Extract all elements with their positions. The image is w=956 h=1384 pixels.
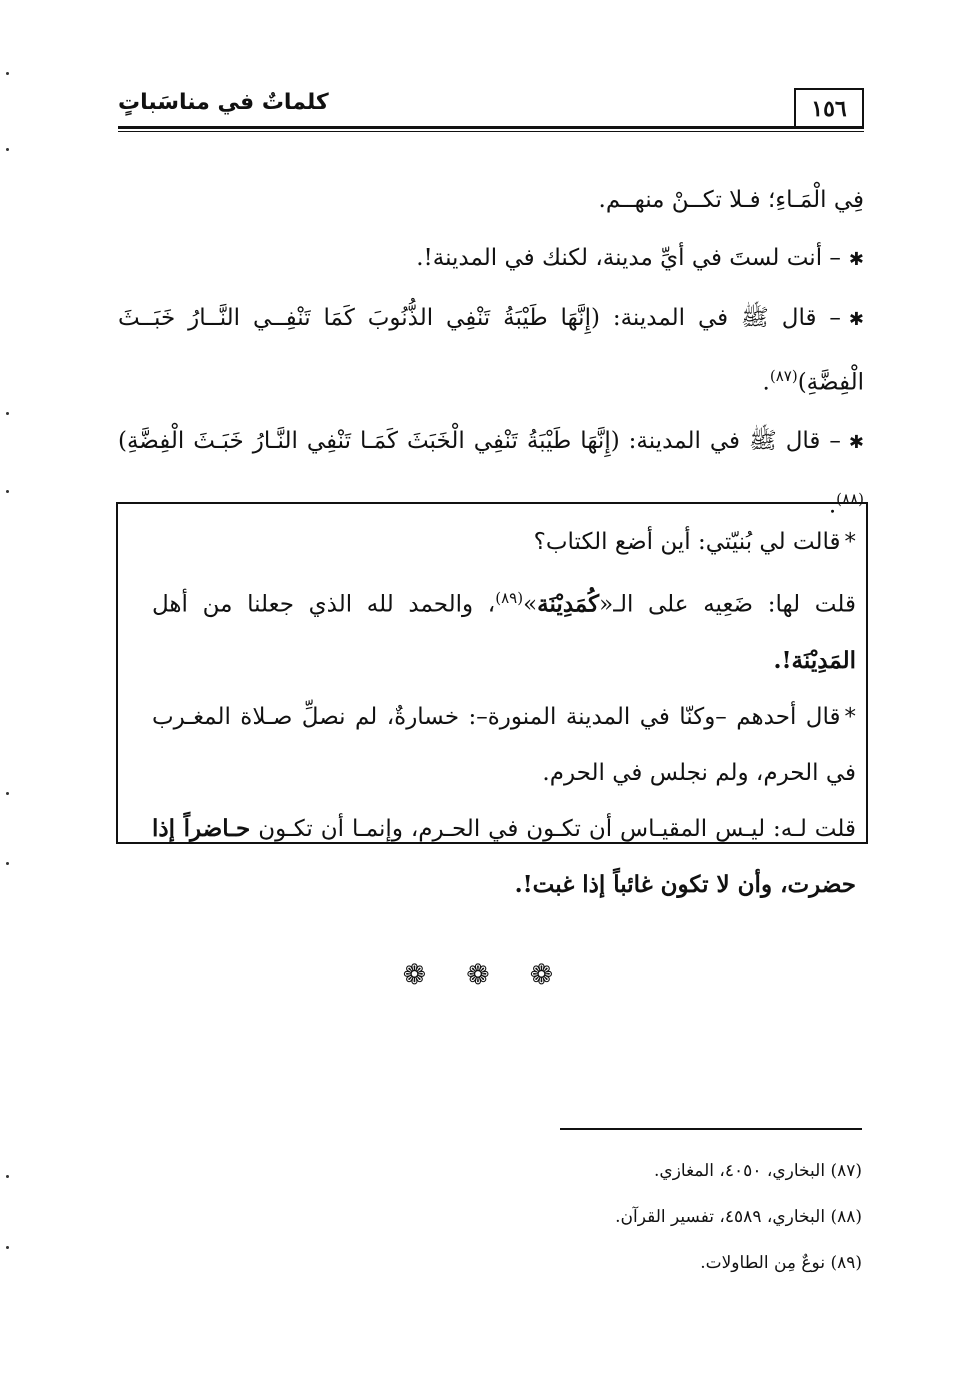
running-title: كلماتٌ في مناسَباتٍ: [118, 90, 329, 115]
anecdote-text: »: [523, 591, 538, 618]
anecdote-line: [152, 801, 856, 913]
scan-mark: [6, 490, 9, 493]
footnote: (٨٩) نوعٌ مِن الطاولات.: [700, 1253, 862, 1273]
anecdote-line: [152, 514, 856, 570]
scan-mark: [6, 1246, 9, 1249]
scan-mark: [6, 792, 9, 795]
anecdote-text: قلت لـه: ليـس المقيـاس أن تكـون في الحـرم، وإنمـا أن تكـون: [250, 815, 856, 842]
period: .: [762, 369, 770, 396]
main-text: [118, 172, 864, 533]
footnote: (٨٨) البخاري، ٤٥٨٩، تفسير القرآن.: [615, 1207, 862, 1227]
bullet-icon: ✱: [848, 431, 864, 453]
anecdote-bold: المَدِيْنَة!.: [773, 646, 856, 674]
flower-ornament-icon: ❁: [466, 958, 490, 991]
footnote-separator: [560, 1128, 862, 1130]
bullet-icon: ✱: [848, 249, 864, 270]
anecdote-text: ، والحمد لله الذي جعلنا من أهل: [152, 591, 496, 618]
scan-mark: [6, 412, 9, 415]
flower-ornament-icon: ❁: [529, 958, 554, 991]
header-rule-thin: [118, 131, 864, 132]
scan-mark: [6, 72, 9, 75]
flower-ornament-icon: ❁: [402, 958, 427, 991]
anecdote-line: [152, 570, 856, 689]
paragraph-continuation: فِي الْمَـاءِ؛ فـلا تكــنْ منهــم.: [598, 187, 864, 213]
footnote-ref: (٨٩): [495, 589, 524, 607]
anecdote-line: [152, 689, 856, 801]
footnotes: [560, 1148, 862, 1286]
anecdote-text: قال أحدهم –وكنّا في المدينة المنورة–: خسارةٌ، لم نصلِّ صـلاة المغـرب في الحرم، ولم نجلس في الحرم.: [152, 703, 856, 786]
hadith-quote: – قال ﷺ في المدينة: (إِنَّهَا طَيْبَةُ تَنْفِي الذُّنُوبَ كَمَا تَنْفِــي النَّــارُ خَبَــثَ الْفِضَّةِ): [118, 305, 864, 396]
footnote-ref: (٨٨): [836, 489, 864, 508]
anecdote-bold: كُمَدِيْنَة: [537, 590, 600, 618]
footnote: (٨٧) البخاري، ٤٠٥٠، المغازي.: [654, 1161, 862, 1181]
footnote-ref: (٨٧): [769, 367, 798, 385]
anecdote-text: قالت لي بُنيّتي: أين أضع الكتاب؟: [533, 529, 841, 555]
bullet-item: [118, 290, 864, 411]
hadith-quote: – قال ﷺ في المدينة: (إِنَّهَا طَيْبَةُ تَنْفِي الْخَبَثَ كَمَـا تَنْفِي النَّـارُ خَبَـثَ الْفِضَّةِ): [118, 427, 841, 454]
period: .: [828, 492, 837, 519]
bullet-item-text: – أنت لستَ في أيِّ مدينة، لكنك في المدينة!.: [416, 245, 841, 271]
header-rule-thick: [118, 126, 864, 129]
star-icon: *: [844, 529, 856, 555]
bullet-item: [118, 230, 864, 288]
anecdote-text: قلت لها: ضَعِيه على الـ«: [599, 591, 856, 618]
page-number: ١٥٦: [794, 88, 864, 128]
anecdote-box: [116, 502, 868, 898]
section-divider: [0, 958, 956, 991]
scan-mark: [6, 862, 9, 865]
scan-mark: [6, 1175, 9, 1178]
page-header: [118, 88, 864, 134]
bullet-icon: ✱: [848, 309, 864, 330]
star-icon: *: [844, 703, 856, 730]
scan-mark: [6, 148, 9, 151]
anecdote-bold: حـاضراً إذا حضرت، وأن لا تكون غائباً إذا غبت!.: [152, 814, 856, 898]
